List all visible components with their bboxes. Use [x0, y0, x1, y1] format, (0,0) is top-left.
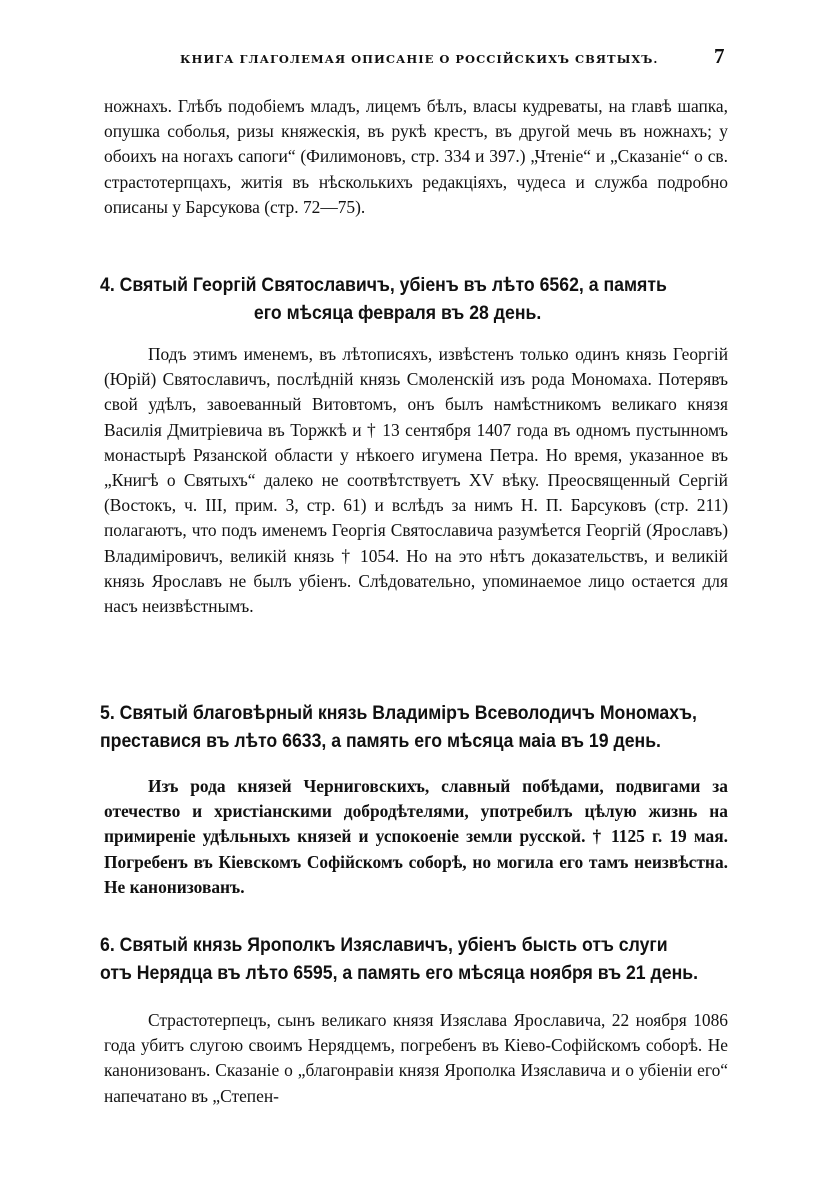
section-4-heading-line2: его мѣсяца февраля въ 28 день.: [253, 303, 542, 324]
page-number: 7: [714, 44, 725, 68]
section-6-heading-line1: 6. Святый князь Ярополкъ Изяславичъ, убіенъ бысть отъ слуги: [100, 935, 668, 956]
section-4-heading-line1: 4. Святый Георгій Святославичъ, убіенъ въ лѣто 6562, а память: [100, 275, 667, 296]
section-6-body: Страстотерпецъ, сынъ великаго князя Изяслава Ярославича, 22 ноября 1086 года убитъ слугою своимъ Нерядцемъ, погребенъ въ Кіево-Софійскомъ соборѣ. Не канонизованъ. Сказаніе о „благонравіи князя Ярополка Изяславича и о убіеніи его“ напечатано въ „Степен-: [104, 1010, 728, 1106]
section-4-body: Подъ этимъ именемъ, въ лѣтописяхъ, извѣстенъ только одинъ князь Георгій (Юрій) Святославичъ, послѣдній князь Смоленскій изъ рода Мономаха. Потерявъ свой удѣлъ, завоеванный Витовтомъ, онъ былъ намѣстникомъ великаго князя Василія Дмитріевича въ Торжкѣ и † 13 сентября 1407 года въ одномъ пустынномъ монастырѣ Рязанской области у нѣкоего игумена Петра. Но время, указанное въ „Книгѣ о Святыхъ“ далеко не соотвѣтствуетъ XV вѣку. Преосвященный Сергій (Востокъ, ч. III, прим. 3, стр. 61) и вслѣдъ за нимъ Н. П. Барсуковъ (стр. 211) полагаютъ, что подъ именемъ Георгія Святославича разумѣется Георгій (Ярославъ) Владиміровичъ, великій князь † 1054. Но на это нѣтъ доказательствъ, и великій князь Ярославъ не былъ убіенъ. Слѣдовательно, упоминаемое лицо остается для насъ неизвѣстнымъ.: [104, 344, 728, 617]
section-6-heading-line2: отъ Нерядца въ лѣто 6595, а память его мѣсяца ноября въ 21 день.: [100, 963, 699, 984]
section-4-heading: [100, 272, 695, 328]
section-5-heading-line2: преставися въ лѣто 6633, а память его мѣсяца маіа въ 19 день.: [100, 731, 661, 752]
section-5-heading: [100, 700, 695, 756]
intro-paragraph: ножнахъ. Глѣбъ подобіемъ младъ, лицемъ бѣлъ, власы кудреваты, на главѣ шапка, опушка соболья, ризы княжескія, въ рукѣ крестъ, въ другой мечь въ ножнахъ; у обоихъ на ногахъ сапоги“ (Филимоновъ, стр. 334 и 397.) „Чтеніе“ и „Сказаніе“ о св. страстотерпцахъ, житія въ нѣсколькихъ редакціяхъ, чудеса и служба подробно описаны у Барсукова (стр. 72—75).: [104, 96, 728, 217]
section-6-heading: [100, 932, 699, 988]
running-head: КНИГА ГЛАГОЛЕМАЯ ОПИСАНІЕ О РОССІЙСКИХЪ СВЯТЫХЪ.: [180, 52, 659, 66]
section-5-body: Изъ рода князей Черниговскихъ, славный побѣдами, подвигами за отечество и христіанскими добродѣтелями, употребилъ цѣлую жизнь на примиреніе удѣльныхъ князей и успокоеніе земли русской. † 1125 г. 19 мая. Погребенъ въ Кіевскомъ Софійскомъ соборѣ, но могила его тамъ неизвѣстна. Не канонизованъ.: [104, 776, 728, 897]
section-5-heading-line1: 5. Святый благовѣрный князь Владиміръ Всеволодичъ Мономахъ,: [100, 703, 697, 724]
